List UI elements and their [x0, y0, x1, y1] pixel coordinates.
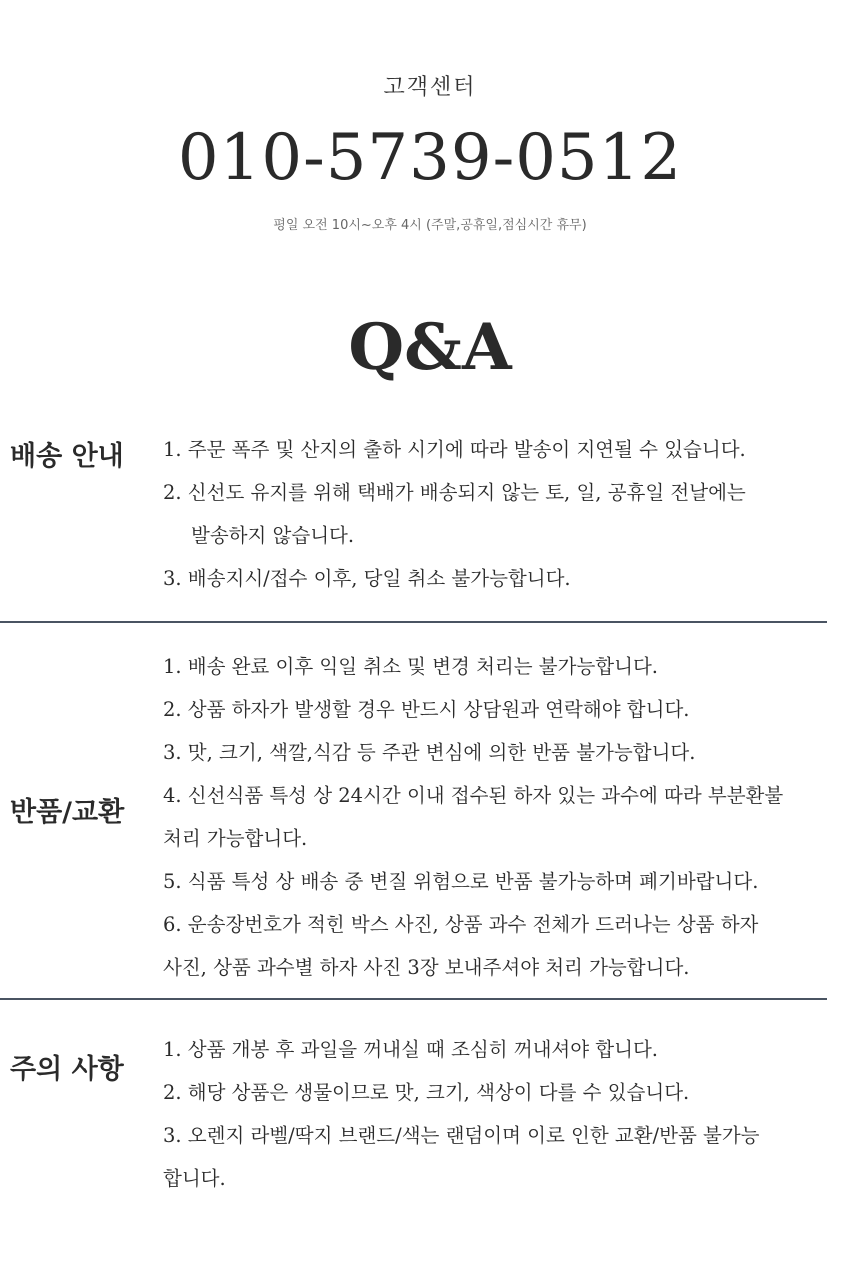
list-item: 2. 해당 상품은 생물이므로 맛, 크기, 색상이 다를 수 있습니다. — [163, 1081, 690, 1104]
list-item: 3. 배송지시/접수 이후, 당일 취소 불가능합니다. — [163, 567, 571, 590]
list-item: 1. 주문 폭주 및 산지의 출하 시기에 따라 발송이 지연될 수 있습니다. — [163, 438, 746, 461]
section-label: 반품/교환 — [10, 797, 125, 828]
section-divider — [0, 998, 827, 1000]
list-item: 6. 운송장번호가 적힌 박스 사진, 상품 과수 전체가 드러나는 상품 하자 — [163, 913, 759, 936]
section-lines — [163, 1028, 853, 1200]
list-item: 사진, 상품 과수별 하자 사진 3장 보내주셔야 처리 가능합니다. — [163, 956, 690, 979]
section-lines — [163, 428, 853, 600]
section-divider — [0, 621, 827, 623]
qa-title: Q&A — [348, 310, 512, 385]
section-label: 배송 안내 — [10, 441, 124, 472]
list-item: 발송하지 않습니다. — [191, 524, 355, 547]
list-item: 처리 가능합니다. — [163, 827, 308, 850]
list-item: 5. 식품 특성 상 배송 중 변질 위험으로 반품 불가능하며 폐기바랍니다. — [163, 870, 759, 893]
list-item: 2. 상품 하자가 발생할 경우 반드시 상담원과 연락해야 합니다. — [163, 698, 690, 721]
section-lines — [163, 645, 853, 989]
list-item: 4. 신선식품 특성 상 24시간 이내 접수된 하자 있는 과수에 따라 부분환불 — [163, 784, 784, 807]
list-item: 합니다. — [163, 1167, 226, 1190]
list-item: 3. 맛, 크기, 색깔,식감 등 주관 변심에 의한 반품 불가능합니다. — [163, 741, 696, 764]
section-label: 주의 사항 — [10, 1054, 124, 1085]
list-item: 1. 배송 완료 이후 익일 취소 및 변경 처리는 불가능합니다. — [163, 655, 659, 678]
customer-center-phone: 010-5739-0512 — [177, 121, 683, 195]
customer-center-title: 고객센터 — [383, 75, 477, 100]
list-item: 3. 오렌지 라벨/딱지 브랜드/색는 랜덤이며 이로 인한 교환/반품 불가능 — [163, 1124, 760, 1147]
list-item: 1. 상품 개봉 후 과일을 꺼내실 때 조심히 꺼내셔야 합니다. — [163, 1038, 659, 1061]
list-item: 2. 신선도 유지를 위해 택배가 배송되지 않는 토, 일, 공휴일 전날에는 — [163, 481, 746, 504]
customer-center-hours: 평일 오전 10시~오후 4시 (주말,공휴일,점심시간 휴무) — [273, 218, 587, 233]
